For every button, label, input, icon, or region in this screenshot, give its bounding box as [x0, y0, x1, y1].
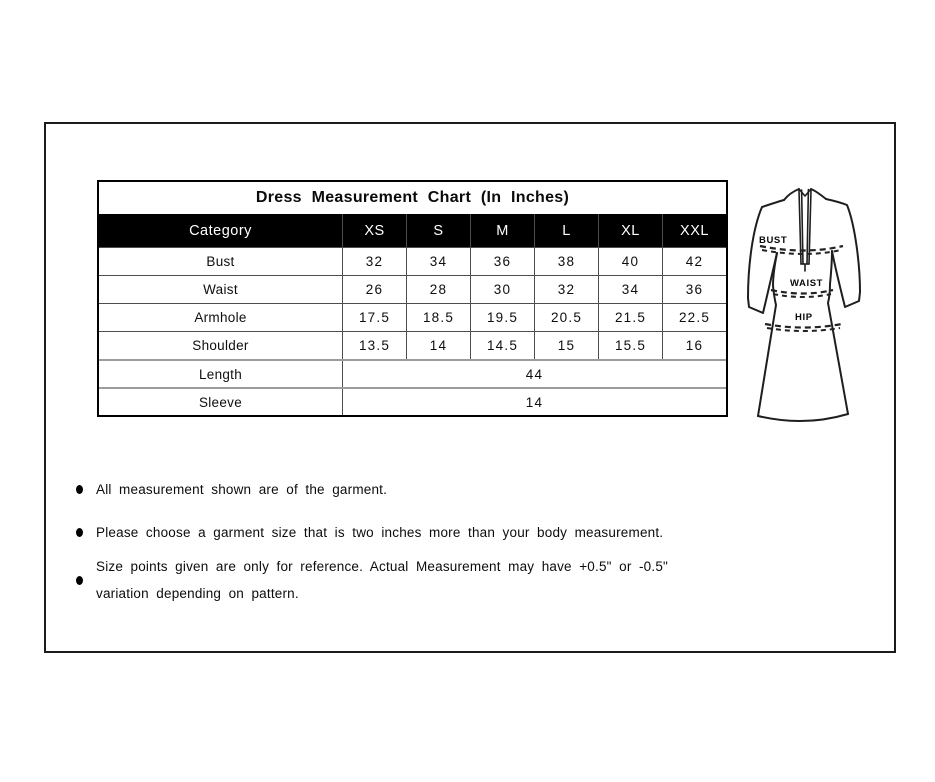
cell-value: 16 [662, 332, 726, 359]
cell-value: 26 [342, 276, 406, 303]
header-size-xxl: XXL [662, 214, 726, 247]
waist-dashed-line [771, 290, 833, 294]
header-size-xs: XS [342, 214, 406, 247]
table-row-shoulder [99, 331, 726, 359]
cell-value: 34 [598, 276, 662, 303]
dress-measurement-diagram [744, 180, 866, 430]
table-row-waist [99, 275, 726, 303]
bullet-icon [76, 576, 83, 585]
cell-value: 18.5 [406, 304, 470, 331]
cell-value: 40 [598, 248, 662, 275]
cell-value: 32 [534, 276, 598, 303]
cell-value: 36 [662, 276, 726, 303]
header-size-m: M [470, 214, 534, 247]
row-label: Sleeve [198, 394, 243, 410]
note-item [76, 553, 756, 607]
cell-value: 32 [342, 248, 406, 275]
cell-value: 20.5 [534, 304, 598, 331]
header-size-l: L [534, 214, 598, 247]
table-row-bust [99, 247, 726, 275]
bust-dashed-line [760, 246, 843, 251]
row-label: Waist [203, 282, 238, 297]
note-text: All measurement shown are of the garment. [96, 482, 388, 497]
hip-label: HIP [795, 312, 813, 323]
bullet-icon [76, 485, 83, 494]
row-label: Length [198, 366, 243, 382]
note-item [76, 482, 756, 497]
row-label: Bust [206, 254, 235, 269]
note-text: variation depending on pattern. [96, 586, 299, 601]
table-row-armhole [99, 303, 726, 331]
cell-value: 15 [534, 332, 598, 359]
bust-label: BUST [759, 235, 788, 246]
note-item [76, 525, 756, 540]
cell-value: 36 [470, 248, 534, 275]
note-text: Please choose a garment size that is two inches more than your body measurement. [96, 525, 664, 540]
hip-dashed-line [765, 324, 842, 328]
table-row-sleeve [99, 387, 726, 415]
row-label: Armhole [194, 310, 247, 325]
cell-value: 15.5 [598, 332, 662, 359]
cell-value: 19.5 [470, 304, 534, 331]
size-chart-table [97, 180, 728, 417]
waist-label: WAIST [790, 278, 824, 289]
cell-merged-value: 44 [342, 361, 726, 387]
header-size-s: S [406, 214, 470, 247]
header-category: Category [189, 222, 252, 239]
row-label: Shoulder [192, 338, 249, 353]
cell-value: 17.5 [342, 304, 406, 331]
cell-value: 13.5 [342, 332, 406, 359]
cell-value: 30 [470, 276, 534, 303]
note-text: Size points given are only for reference. Actual Measurement may have +0.5" or -0.5" [96, 559, 669, 574]
cell-value: 14.5 [470, 332, 534, 359]
cell-value: 42 [662, 248, 726, 275]
notes-list [76, 482, 756, 607]
cell-value: 28 [406, 276, 470, 303]
cell-value: 34 [406, 248, 470, 275]
table-header-row [99, 214, 726, 247]
table-row-length [99, 359, 726, 387]
table-title: Dress Measurement Chart (In Inches) [255, 189, 570, 206]
cell-value: 38 [534, 248, 598, 275]
cell-value: 22.5 [662, 304, 726, 331]
bullet-icon [76, 528, 83, 537]
cell-value: 21.5 [598, 304, 662, 331]
cell-value: 14 [406, 332, 470, 359]
header-size-xl: XL [598, 214, 662, 247]
cell-merged-value: 14 [342, 389, 726, 415]
dress-outline-illustration [744, 180, 866, 430]
